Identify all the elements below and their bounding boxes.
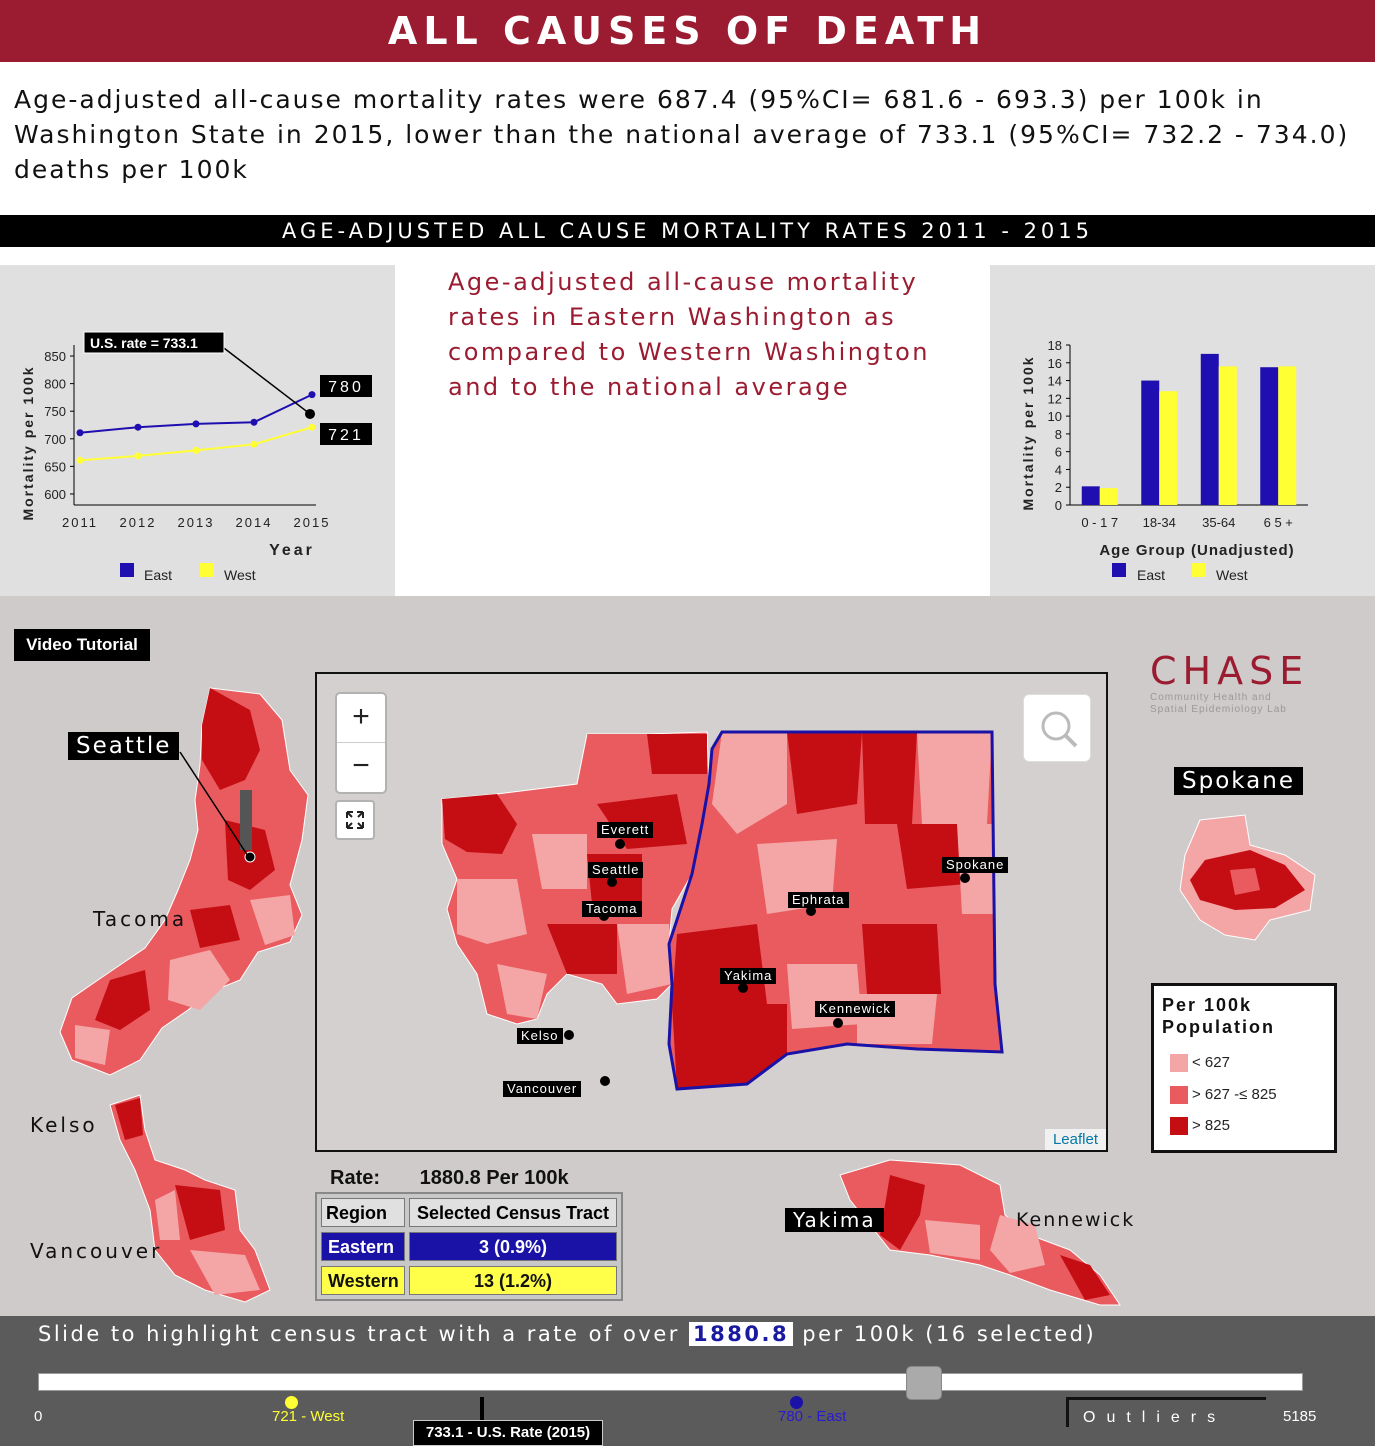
legend-label-high: > 825 bbox=[1192, 1117, 1230, 1134]
slider-caption bbox=[38, 1322, 1096, 1346]
kelso-vancouver-inset-map[interactable] bbox=[95, 1090, 275, 1310]
data-point-west bbox=[251, 441, 258, 448]
logo-main: CHASE bbox=[1150, 649, 1310, 693]
y-tick-label: 10 bbox=[1047, 409, 1062, 425]
legend-swatch-mid bbox=[1170, 1086, 1188, 1104]
vancouver-label: Vancouver bbox=[30, 1239, 163, 1263]
legend-label-west: West bbox=[224, 567, 256, 583]
x-tick-label: 6 5 + bbox=[1263, 515, 1293, 530]
logo-sub1: Community Health and bbox=[1150, 692, 1272, 703]
rate-label: Rate: bbox=[330, 1167, 381, 1189]
western-value: 13 (1.2%) bbox=[409, 1266, 617, 1295]
rate-line bbox=[330, 1167, 569, 1190]
zoom-in-button[interactable]: + bbox=[352, 700, 370, 733]
legend-swatch-low bbox=[1170, 1054, 1188, 1072]
data-point-west bbox=[193, 447, 200, 454]
legend-label-east: East bbox=[1137, 567, 1166, 583]
logo-sub2: Spatial Epidemiology Lab bbox=[1150, 704, 1287, 715]
x-tick-label: 2012 bbox=[119, 515, 157, 530]
map-search-button[interactable] bbox=[1023, 694, 1091, 762]
slider-thumb[interactable] bbox=[906, 1366, 942, 1400]
map-city-vancouver[interactable]: Vancouver bbox=[503, 1081, 581, 1097]
main-map[interactable] bbox=[315, 672, 1108, 1152]
us-rate-point bbox=[305, 409, 315, 419]
data-point-east bbox=[193, 420, 200, 427]
x-tick-label: 35-64 bbox=[1202, 515, 1236, 530]
y-tick-label: 12 bbox=[1047, 391, 1062, 407]
kelso-label: Kelso bbox=[30, 1113, 98, 1137]
map-city-spokane[interactable]: Spokane bbox=[942, 857, 1008, 873]
legend-label-low: < 627 bbox=[1192, 1054, 1230, 1071]
y-tick-label: 14 bbox=[1047, 373, 1062, 389]
y-tick-label: 750 bbox=[44, 404, 66, 420]
x-tick-label: 2014 bbox=[235, 515, 273, 530]
line-chart bbox=[0, 265, 395, 596]
y-tick-label: 4 bbox=[1054, 462, 1062, 478]
data-point-east bbox=[77, 429, 84, 436]
map-city-ephrata[interactable]: Ephrata bbox=[788, 892, 849, 908]
legend-swatch-west bbox=[200, 563, 214, 577]
data-point-east bbox=[251, 419, 258, 426]
line-chart-panel bbox=[0, 265, 395, 596]
fullscreen-icon bbox=[345, 810, 365, 830]
eastern-value: 3 (0.9%) bbox=[409, 1232, 617, 1261]
bar-east bbox=[1141, 381, 1159, 505]
chase-logo bbox=[1150, 650, 1320, 716]
y-tick-label: 2 bbox=[1054, 480, 1062, 496]
y-axis-label: Mortality per 100k bbox=[1020, 355, 1036, 511]
x-tick-label: 2015 bbox=[293, 515, 331, 530]
data-point-east bbox=[135, 424, 142, 431]
y-tick-label: 650 bbox=[44, 459, 66, 475]
y-tick-label: 6 bbox=[1054, 444, 1062, 460]
us-rate-marker bbox=[480, 1397, 484, 1421]
y-tick-label: 850 bbox=[44, 349, 66, 365]
search-icon bbox=[1024, 695, 1092, 763]
x-tick-label: 18-34 bbox=[1142, 515, 1176, 530]
western-label: Western bbox=[321, 1266, 405, 1295]
zoom-control bbox=[335, 692, 387, 794]
y-tick-label: 8 bbox=[1054, 426, 1062, 442]
x-axis-label: Year bbox=[269, 542, 315, 559]
summary-text: Age-adjusted all-cause mortality rates were 687.4 (95%CI= 681.6 - 693.3) per 100k in Washington State in 2015, lower than the national average of 733.1 (95%CI= 732.2 - 734.0) deaths per 100k bbox=[14, 85, 1350, 184]
legend-label-mid: > 627 -≤ 825 bbox=[1192, 1086, 1277, 1103]
slider-max-label: 5185 bbox=[1283, 1408, 1317, 1425]
rate-value: 1880.8 Per 100k bbox=[419, 1167, 569, 1189]
map-city-tacoma[interactable]: Tacoma bbox=[582, 901, 642, 917]
bar-west bbox=[1100, 488, 1118, 505]
yakima-label: Yakima bbox=[785, 1208, 884, 1232]
legend-swatch-west bbox=[1192, 563, 1206, 577]
x-tick-label: 0 - 1 7 bbox=[1081, 515, 1119, 530]
legend-item-mid bbox=[1170, 1086, 1277, 1104]
y-tick-label: 700 bbox=[44, 431, 66, 447]
outliers-label: Outliers bbox=[1066, 1397, 1266, 1427]
data-point-east bbox=[309, 391, 316, 398]
slider-min-label: 0 bbox=[34, 1408, 43, 1425]
legend-item-high bbox=[1170, 1117, 1230, 1135]
section-title: AGE-ADJUSTED ALL CAUSE MORTALITY RATES 2011 - 2015 bbox=[0, 215, 1375, 247]
y-tick-label: 18 bbox=[1047, 338, 1062, 353]
legend-title-line2: Population bbox=[1162, 1017, 1275, 1037]
us-rate-leader bbox=[220, 345, 310, 414]
data-point-west bbox=[77, 457, 84, 464]
bar-east bbox=[1201, 354, 1219, 505]
seattle-label: Seattle bbox=[68, 732, 179, 760]
bar-west bbox=[1278, 366, 1296, 505]
fullscreen-button[interactable] bbox=[335, 800, 375, 840]
bar-west bbox=[1159, 391, 1177, 505]
data-point-west bbox=[309, 424, 316, 431]
legend-swatch-east bbox=[120, 563, 134, 577]
zoom-out-button[interactable]: − bbox=[337, 742, 385, 790]
y-tick-label: 0 bbox=[1054, 498, 1062, 513]
legend-item-low bbox=[1170, 1054, 1230, 1072]
slider-track[interactable] bbox=[38, 1373, 1303, 1391]
east-end-label: 780 bbox=[328, 379, 364, 396]
header-region: Region bbox=[321, 1198, 405, 1227]
bar-west bbox=[1219, 366, 1237, 505]
series-line-west bbox=[80, 427, 312, 460]
map-city-everett[interactable]: Everett bbox=[597, 822, 653, 838]
spokane-label: Spokane bbox=[1174, 767, 1303, 795]
y-axis-label: Mortality per 100k bbox=[20, 365, 36, 521]
x-tick-label: 2011 bbox=[62, 515, 98, 530]
legend-swatch-high bbox=[1170, 1117, 1188, 1135]
east-marker-label: 780 - East bbox=[778, 1408, 847, 1425]
y-tick-label: 800 bbox=[44, 376, 66, 392]
map-city-kelso[interactable]: Kelso bbox=[517, 1028, 563, 1044]
washington-state-map[interactable] bbox=[317, 674, 1106, 1150]
slider-text-after: per 100k (16 selected) bbox=[793, 1322, 1097, 1346]
yakima-kennewick-inset-map[interactable] bbox=[830, 1155, 1130, 1310]
map-city-seattle[interactable]: Seattle bbox=[588, 862, 643, 878]
slider-text-before: Slide to highlight census tract with a rate of over bbox=[38, 1322, 690, 1346]
map-legend bbox=[1151, 983, 1337, 1153]
west-end-label: 721 bbox=[328, 427, 364, 444]
legend-label-east: East bbox=[144, 567, 173, 583]
video-tutorial-button[interactable]: Video Tutorial bbox=[14, 629, 150, 661]
legend-swatch-east bbox=[1112, 563, 1126, 577]
x-tick-label: 2013 bbox=[177, 515, 215, 530]
chart-description: Age-adjusted all-cause mortality rates in Eastern Washington as compared to Western Washington and to the national average bbox=[448, 268, 930, 401]
rate-table bbox=[315, 1192, 623, 1301]
us-rate-label: U.S. rate = 733.1 bbox=[90, 335, 198, 351]
map-city-kennewick[interactable]: Kennewick bbox=[815, 1001, 895, 1017]
y-tick-label: 600 bbox=[44, 486, 66, 502]
legend-label-west: West bbox=[1216, 567, 1248, 583]
us-rate-label: 733.1 - U.S. Rate (2015) bbox=[413, 1420, 603, 1446]
bar-chart-panel bbox=[990, 265, 1375, 596]
eastern-label: Eastern bbox=[321, 1232, 405, 1261]
west-marker-label: 721 - West bbox=[272, 1408, 345, 1425]
bar-east bbox=[1260, 367, 1278, 505]
header-selected-tract: Selected Census Tract bbox=[409, 1198, 617, 1227]
y-tick-label: 16 bbox=[1047, 355, 1062, 371]
kennewick-label: Kennewick bbox=[1016, 1209, 1136, 1231]
bar-chart bbox=[990, 265, 1375, 596]
page-title: ALL CAUSES OF DEATH bbox=[0, 0, 1375, 62]
bar-east bbox=[1082, 486, 1100, 505]
legend-title-line1: Per 100k bbox=[1162, 995, 1253, 1015]
tacoma-label: Tacoma bbox=[93, 907, 188, 931]
spokane-inset-map[interactable] bbox=[1175, 810, 1320, 945]
leaflet-attribution-link[interactable]: Leaflet bbox=[1045, 1129, 1106, 1150]
slider-value: 1880.8 bbox=[689, 1322, 793, 1346]
x-axis-label: Age Group (Unadjusted) bbox=[1099, 542, 1295, 559]
map-city-yakima[interactable]: Yakima bbox=[720, 968, 776, 984]
data-point-west bbox=[135, 452, 142, 459]
